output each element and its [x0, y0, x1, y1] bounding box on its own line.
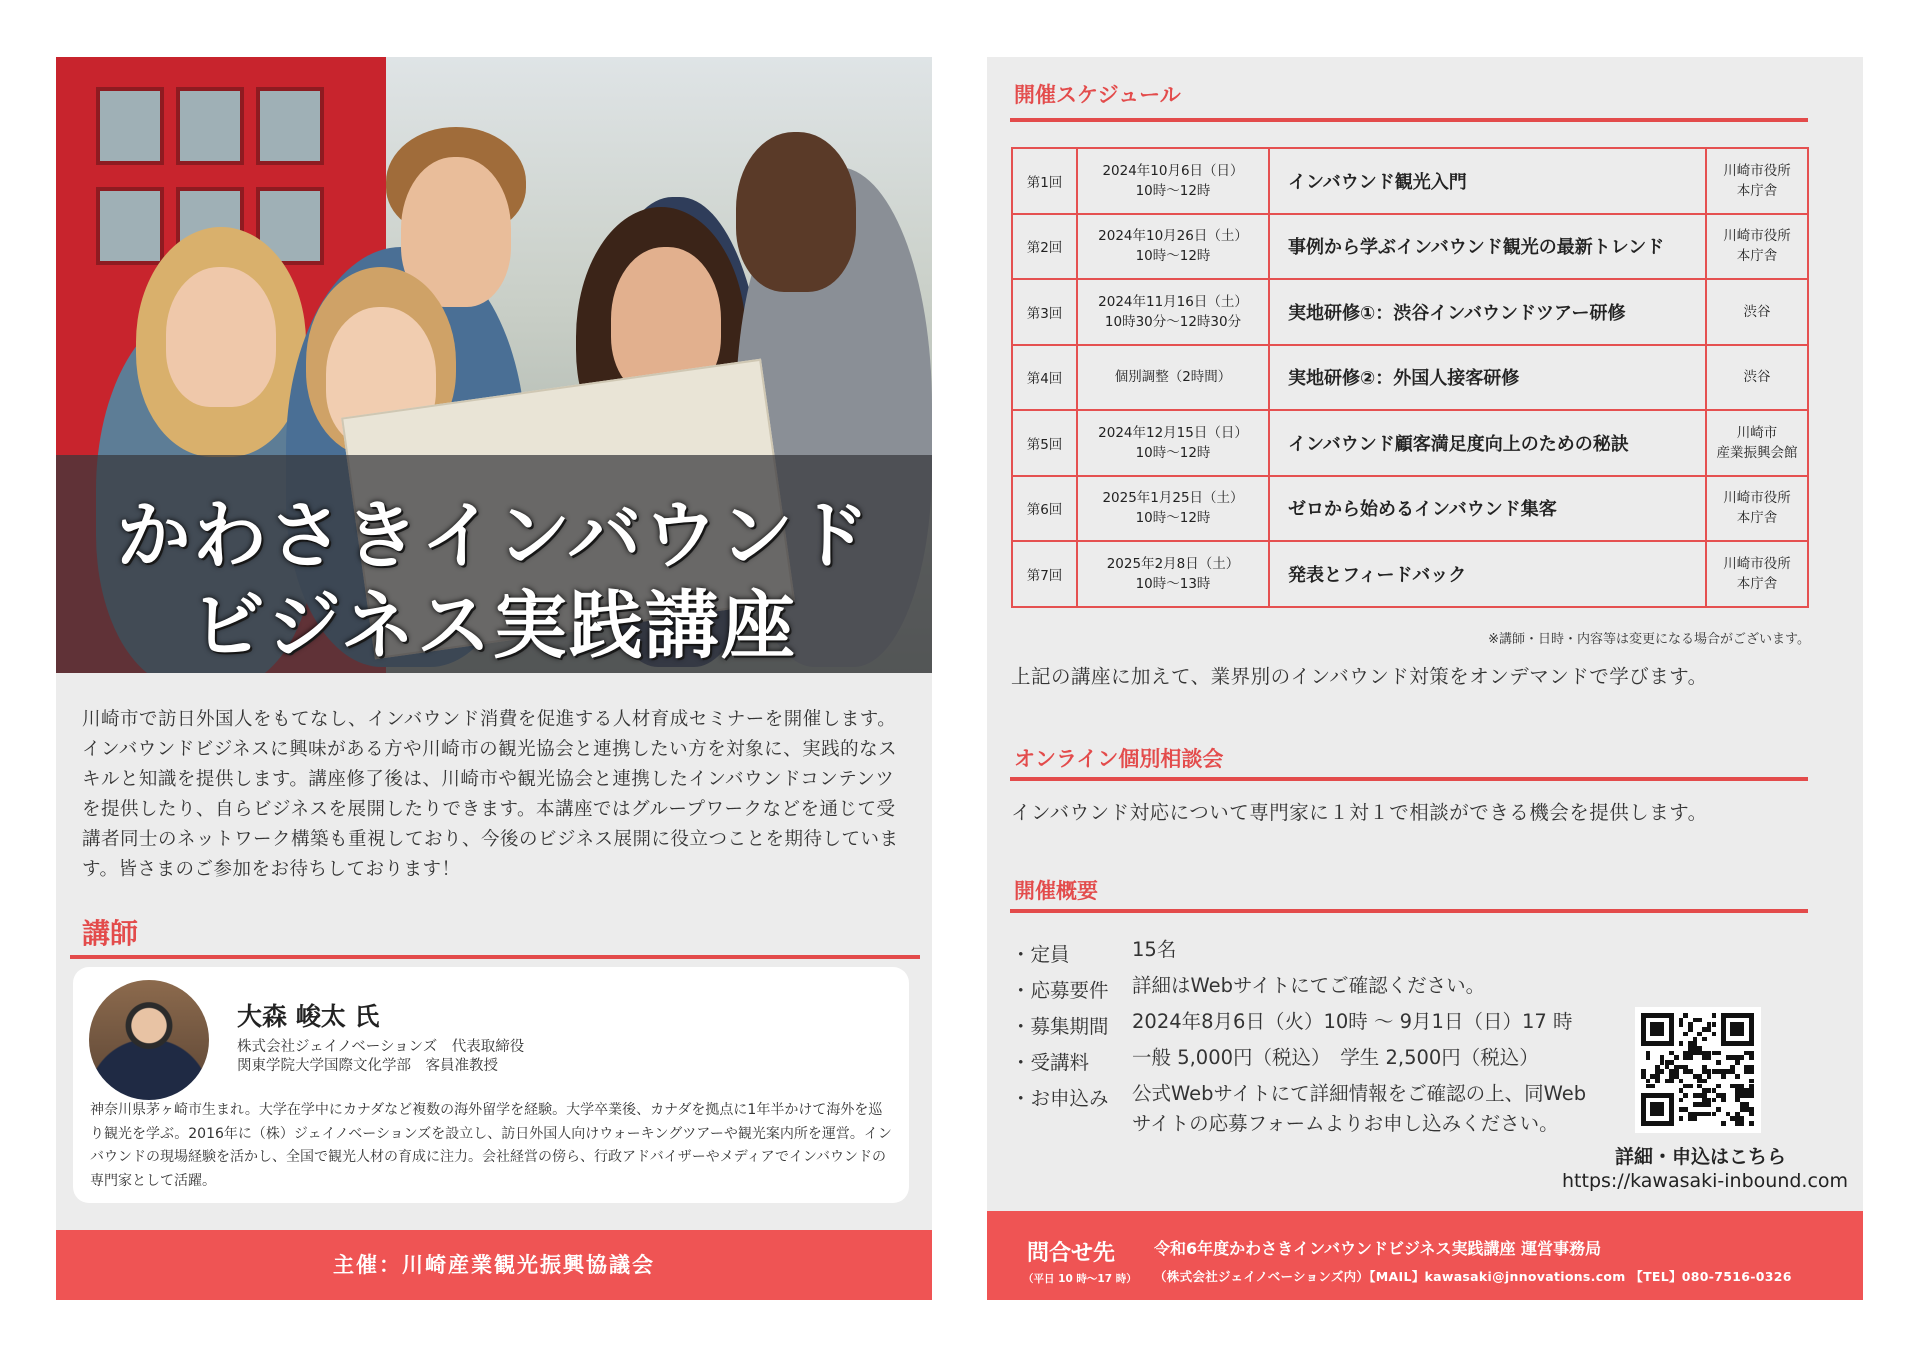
event-title-line1: かわさきインバウンド — [116, 493, 872, 579]
schedule-date — [1077, 214, 1269, 280]
contact-details: （株式会社ジェイノベーションズ内）【MAIL】kawasaki@jnnovations.com 【TEL】080-7516-0326 — [1154, 1269, 1792, 1284]
schedule-venue-text: 川崎市役所 — [1723, 162, 1791, 179]
schedule-note: ※講師・日時・内容等は変更になる場合がございます。 — [1488, 632, 1810, 647]
schedule-row — [1012, 541, 1808, 607]
schedule-venue-text: 産業振興会館 — [1716, 444, 1798, 461]
schedule-topic-text: インバウンド顧客満足度向上のための秘訣 — [1288, 433, 1629, 455]
schedule-date-text: 10時～12時 — [1135, 510, 1211, 527]
schedule-topic — [1269, 476, 1706, 542]
hero-photo — [56, 57, 932, 673]
schedule-venue — [1706, 410, 1808, 476]
lecturer-divider — [70, 955, 920, 959]
schedule-row — [1012, 148, 1808, 214]
schedule-row — [1012, 410, 1808, 476]
lecturer-heading: 講師 — [82, 917, 139, 950]
schedule-row — [1012, 345, 1808, 411]
lecturer-affiliation-2: 関東学院大学国際文化学部 客員准教授 — [237, 1058, 498, 1074]
consult-text: インバウンド対応について専門家に１対１で相談ができる機会を提供します。 — [1011, 801, 1708, 824]
schedule-topic-text: 発表とフィードバック — [1288, 564, 1467, 586]
contact-banner — [987, 1211, 1863, 1300]
schedule-date-text: 10時～12時 — [1135, 182, 1211, 199]
flyer-back-page — [987, 57, 1863, 1300]
intro-paragraph: 川崎市で訪日外国人をもてなし、インバウンド消費を促進する人材育成セミナーを開催します。インバウンドビジネスに興味がある方や川崎市の観光協会と連携したい方を対象に、実践的なスキルと知識を提供します。講座修了後は、川崎市や観光協会と連携したインバウンドコンテンツを提供したり、自らビジネスを展開したりできます。本講座ではグループワークなどを通じて受講者同士のネットワーク構築も重視しており、今後のビジネス展開に役立つことを期待しています。皆さまのご参加をお待ちしております！ — [82, 709, 899, 880]
schedule-session-number-text: 第7回 — [1026, 567, 1063, 584]
overview-value-requirements: 詳細はWebサイトにてご確認ください。 — [1132, 974, 1486, 997]
overview-divider — [1010, 909, 1808, 913]
schedule-session-number — [1012, 148, 1077, 214]
schedule-venue-text: 川崎市 — [1736, 424, 1778, 441]
schedule-date-text: 2025年1月25日（土） — [1102, 490, 1244, 507]
schedule-session-number — [1012, 476, 1077, 542]
consult-divider — [1010, 777, 1808, 781]
schedule-venue — [1706, 148, 1808, 214]
schedule-session-number-text: 第1回 — [1026, 174, 1063, 191]
overview-label-period: ・募集期間 — [1011, 1015, 1109, 1038]
lecturer-bio: 神奈川県茅ヶ崎市生まれ。大学在学中にカナダなど複数の海外留学を経験。大学卒業後、カナダを拠点に1年半かけて海外を巡り観光を学ぶ。2016年に（株）ジェイノベーションズを設立し、訪日外国人向けウォーキングツアーや観光案内所を運営。インバウンドの現場経験を活かし、全国で観光人材の育成に注力。会社経営の傍ら、行政アドバイザーやメディアでインバウンドの専門家として活躍。 — [90, 1102, 892, 1189]
schedule-row — [1012, 476, 1808, 542]
consult-heading: オンライン個別相談会 — [1014, 747, 1224, 771]
schedule-venue-text: 川崎市役所 — [1723, 555, 1791, 572]
overview-label-requirements: ・応募要件 — [1011, 979, 1109, 1002]
flyer-front-page — [56, 57, 932, 1300]
schedule-topic — [1269, 541, 1706, 607]
schedule-topic-text: ゼロから始めるインバウンド集客 — [1288, 499, 1557, 521]
schedule-session-number-text: 第5回 — [1026, 436, 1063, 453]
schedule-date-text: 10時～12時 — [1135, 248, 1211, 265]
schedule-topic — [1269, 214, 1706, 280]
schedule-date-text: 2024年12月15日（日） — [1098, 424, 1248, 441]
schedule-date — [1077, 279, 1269, 345]
schedule-date-text: 2025年2月8日（土） — [1106, 555, 1240, 572]
schedule-venue — [1706, 214, 1808, 280]
overview-value-apply-2: サイトの応募フォームよりお申し込みください。 — [1132, 1112, 1559, 1135]
schedule-venue-text: 渋谷 — [1743, 369, 1771, 386]
overview-value-apply-1: 公式Webサイトにて詳細情報をご確認の上、同Web — [1132, 1082, 1587, 1105]
schedule-topic-text: 実地研修①：渋谷インバウンドツアー研修 — [1288, 302, 1626, 324]
schedule-session-number-text: 第2回 — [1026, 240, 1063, 257]
schedule-row — [1012, 279, 1808, 345]
lecturer-photo — [89, 980, 209, 1100]
website-link[interactable]: https://kawasaki-inbound.com — [1562, 1170, 1849, 1192]
schedule-venue-text: 本庁舎 — [1736, 182, 1778, 199]
schedule-venue — [1706, 476, 1808, 542]
schedule-venue-text: 本庁舎 — [1736, 248, 1778, 265]
schedule-date-text: 2024年10月26日（土） — [1098, 228, 1248, 245]
schedule-date-text: 10時30分～12時30分 — [1104, 313, 1242, 330]
overview-label-fee: ・受講料 — [1011, 1051, 1090, 1074]
contact-title: 問合せ先 — [1027, 1241, 1116, 1266]
schedule-venue-text: 川崎市役所 — [1723, 490, 1791, 507]
schedule-date-text: 10時～12時 — [1135, 444, 1211, 461]
schedule-topic-text: 実地研修②：外国人接客研修 — [1288, 368, 1520, 390]
overview-label-capacity: ・定員 — [1011, 943, 1070, 966]
schedule-date — [1077, 410, 1269, 476]
event-title-line2: ビジネス実践講座 — [191, 583, 797, 669]
schedule-session-number-text: 第3回 — [1026, 305, 1063, 322]
schedule-date-text: 2024年11月16日（土） — [1098, 293, 1248, 310]
schedule-date — [1077, 345, 1269, 411]
lecturer-card — [73, 967, 909, 1203]
schedule-topic — [1269, 345, 1706, 411]
schedule-date-text: 個別調整（2時間） — [1114, 369, 1232, 386]
schedule-supplement-text: 上記の講座に加えて、業界別のインバウンド対策をオンデマンドで学びます。 — [1011, 665, 1708, 688]
contact-hours: （平日 10 時～17 時） — [1023, 1273, 1137, 1285]
qr-code[interactable] — [1635, 1007, 1761, 1133]
schedule-date-text: 2024年10月6日（日） — [1102, 162, 1244, 179]
schedule-date — [1077, 541, 1269, 607]
schedule-topic — [1269, 148, 1706, 214]
schedule-venue-text: 本庁舎 — [1736, 575, 1778, 592]
schedule-table — [1011, 147, 1809, 608]
overview-label-apply: ・お申込み — [1011, 1087, 1109, 1110]
schedule-date — [1077, 148, 1269, 214]
schedule-session-number — [1012, 541, 1077, 607]
lecturer-affiliation-1: 株式会社ジェイノベーションズ 代表取締役 — [237, 1039, 525, 1055]
schedule-row — [1012, 214, 1808, 280]
schedule-venue — [1706, 345, 1808, 411]
schedule-venue-text: 本庁舎 — [1736, 510, 1778, 527]
schedule-topic — [1269, 410, 1706, 476]
organizer-banner: 主催：川崎産業観光振興協議会 — [56, 1230, 932, 1300]
schedule-venue — [1706, 279, 1808, 345]
schedule-date-text: 10時～13時 — [1135, 575, 1211, 592]
schedule-venue-text: 渋谷 — [1743, 303, 1771, 320]
schedule-session-number — [1012, 279, 1077, 345]
schedule-session-number — [1012, 410, 1077, 476]
lecturer-name: 大森 峻太 氏 — [237, 1002, 380, 1031]
qr-caption: 詳細・申込はこちら — [1615, 1146, 1787, 1168]
contact-organization: 令和6年度かわさきインバウンドビジネス実践講座 運営事務局 — [1154, 1239, 1602, 1258]
schedule-topic-text: 事例から学ぶインバウンド観光の最新トレンド — [1288, 237, 1665, 259]
schedule-date — [1077, 476, 1269, 542]
overview-value-period: 2024年8月6日（火）10時 ～ 9月1日（日）17 時 — [1132, 1010, 1573, 1033]
schedule-heading: 開催スケジュール — [1014, 83, 1181, 107]
schedule-session-number — [1012, 345, 1077, 411]
schedule-divider — [1010, 118, 1808, 122]
schedule-venue — [1706, 541, 1808, 607]
overview-heading: 開催概要 — [1014, 879, 1098, 903]
schedule-topic-text: インバウンド観光入門 — [1288, 171, 1467, 193]
schedule-session-number-text: 第4回 — [1026, 371, 1063, 388]
schedule-topic — [1269, 279, 1706, 345]
schedule-session-number-text: 第6回 — [1026, 502, 1063, 519]
overview-value-capacity: 15名 — [1132, 938, 1177, 961]
overview-value-fee: 一般 5,000円（税込） 学生 2,500円（税込） — [1132, 1046, 1539, 1069]
schedule-venue-text: 川崎市役所 — [1723, 228, 1791, 245]
schedule-session-number — [1012, 214, 1077, 280]
